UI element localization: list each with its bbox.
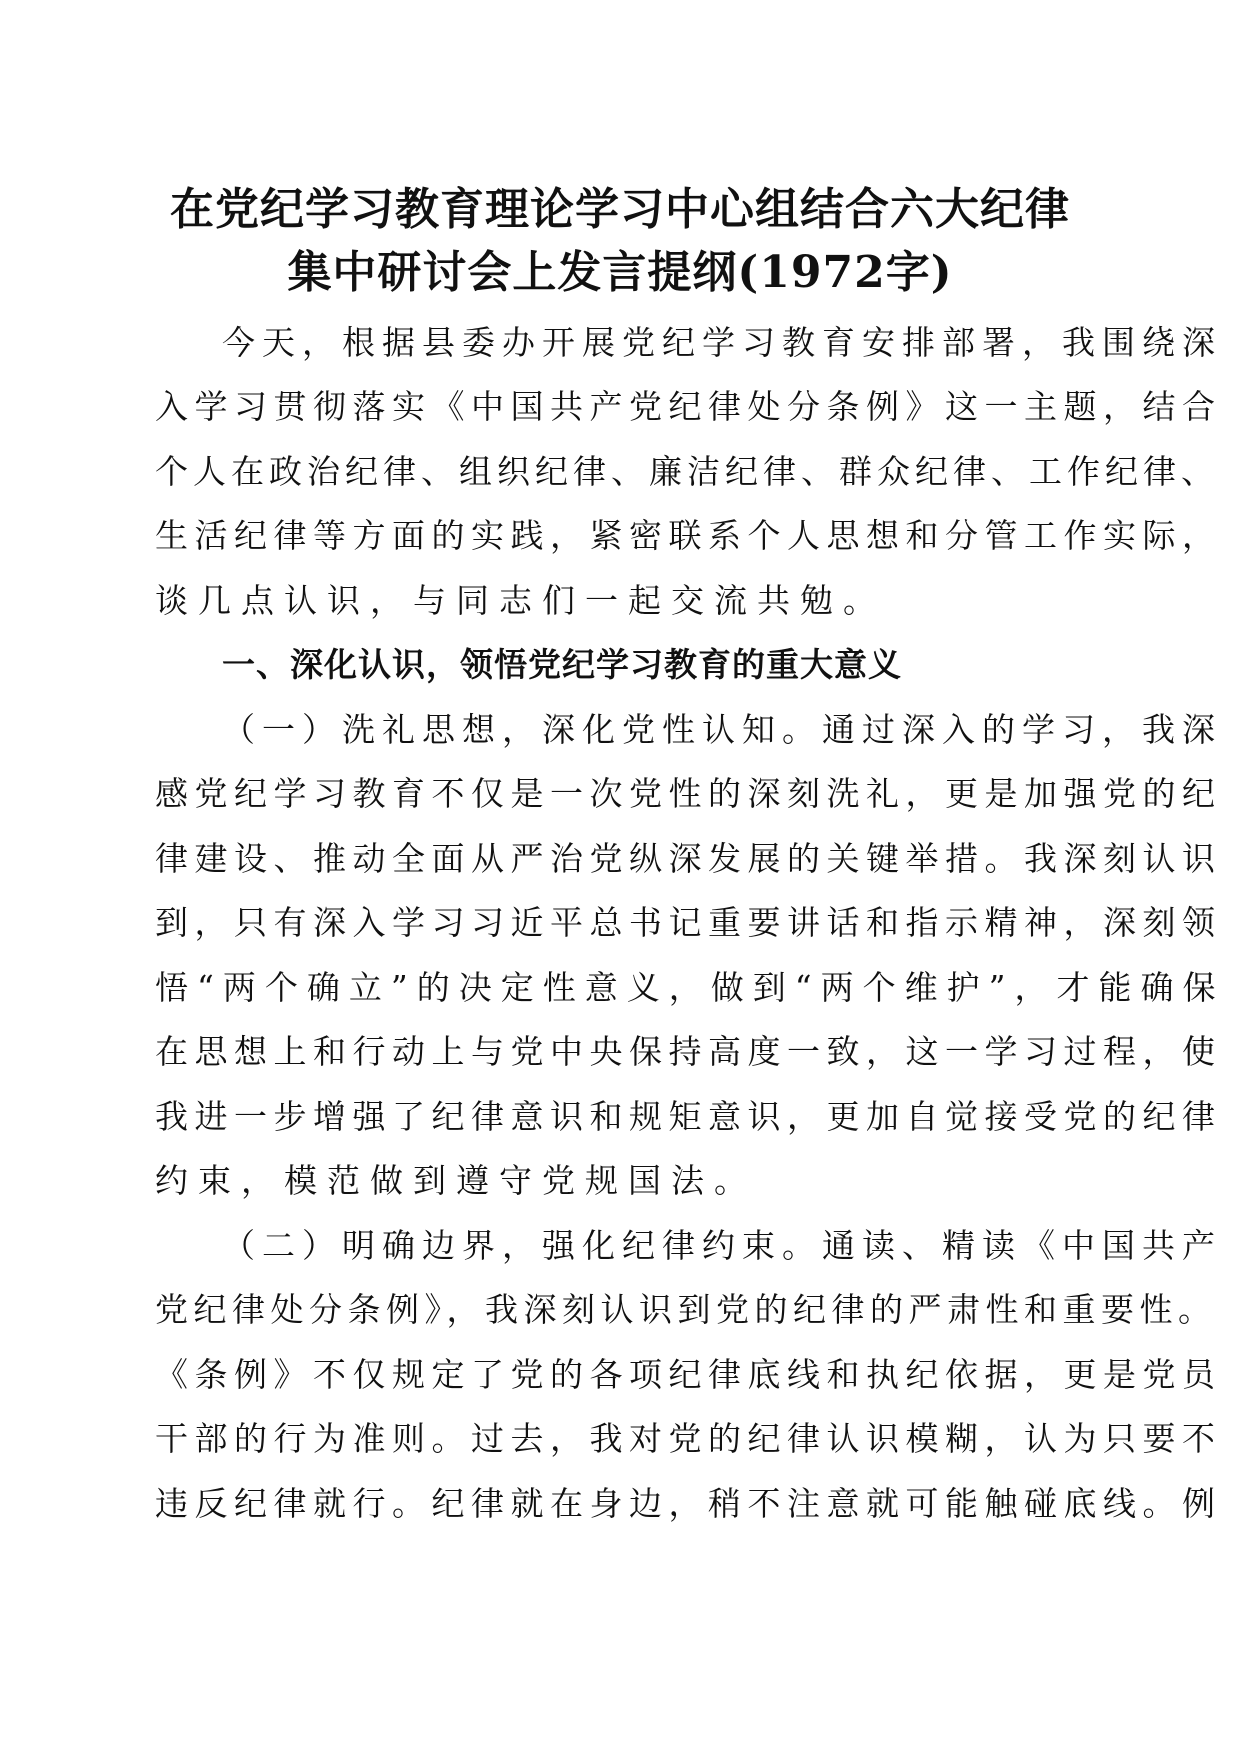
sub-2-line-1: （二）明确边界，强化纪律约束。通读、精读《中国共产 <box>222 1226 1222 1265</box>
sub-2-line-3: 《条例》不仅规定了党的各项纪律底线和执纪依据，更是党员 <box>155 1355 1222 1394</box>
document-title-line-2: 集中研讨会上发言提纲(1972字) <box>287 247 953 298</box>
sub-1-line-1: （一）洗礼思想，深化党性认知。通过深入的学习，我深 <box>222 710 1222 749</box>
sub-2-line-2: 党纪律处分条例》，我深刻认识到党的纪律的严肃性和重要性。 <box>155 1290 1217 1329</box>
intro-line-5: 谈几点认识，与同志们一起交流共勉。 <box>155 581 886 620</box>
document-title-line-1: 在党纪学习教育理论学习中心组结合六大纪律 <box>170 184 1070 235</box>
intro-line-1: 今天，根据县委办开展党纪学习教育安排部署，我围绕深 <box>222 323 1222 362</box>
intro-line-4: 生活纪律等方面的实践，紧密联系个人思想和分管工作实际， <box>155 516 1222 555</box>
sub-1-line-8: 约束，模范做到遵守党规国法。 <box>155 1161 757 1200</box>
sub-1-line-3: 律建设、推动全面从严治党纵深发展的关键举措。我深刻认识 <box>155 839 1222 878</box>
sub-2-line-5: 违反纪律就行。纪律就在身边，稍不注意就可能触碰底线。例 <box>155 1484 1222 1523</box>
sub-1-line-6: 在思想上和行动上与党中央保持高度一致，这一学习过程，使 <box>155 1032 1222 1071</box>
intro-line-2: 入学习贯彻落实《中国共产党纪律处分条例》这一主题，结合 <box>155 387 1222 426</box>
sub-1-line-7: 我进一步增强了纪律意识和规矩意识，更加自觉接受党的纪律 <box>155 1097 1222 1136</box>
sub-1-line-2: 感党纪学习教育不仅是一次党性的深刻洗礼，更是加强党的纪 <box>155 774 1222 813</box>
sub-1-line-4: 到，只有深入学习习近平总书记重要讲话和指示精神，深刻领 <box>155 903 1222 942</box>
intro-line-3: 个人在政治纪律、组织纪律、廉洁纪律、群众纪律、工作纪律、 <box>155 452 1219 491</box>
sub-1-line-5: 悟“两个确立”的决定性意义，做到“两个维护”，才能确保 <box>155 968 1225 1007</box>
section-1-heading: 一、深化认识，领悟党纪学习教育的重大意义 <box>222 645 902 684</box>
sub-2-line-4: 干部的行为准则。过去，我对党的纪律认识模糊，认为只要不 <box>155 1419 1222 1458</box>
